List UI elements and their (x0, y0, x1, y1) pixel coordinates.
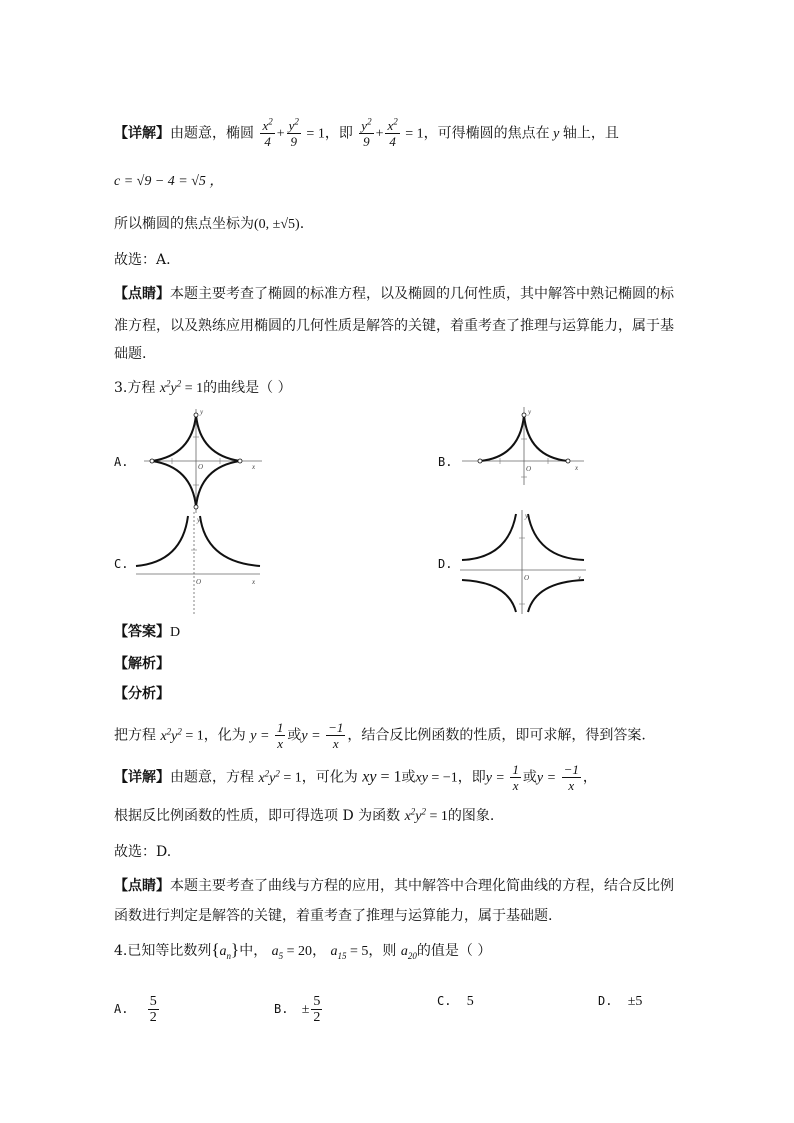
text: 或 (522, 769, 537, 786)
option-d-label: D. (438, 557, 453, 571)
svg-text:x: x (575, 464, 579, 472)
fraction: $\frac{5}{2}$ (313, 994, 321, 1025)
fraction: $\frac{1}{x}$ (276, 720, 284, 751)
q3-conclusion: 根据反比例函数的性质，即可得选项 D 为函数 $x^2y^2 = 1$的图象. (114, 806, 495, 824)
q3-stem: 3.方程 $x^2y^2 = 1$的曲线是（ ） (114, 378, 292, 396)
q2-c-value: c = √9 − 4 = √5 ， (114, 174, 224, 189)
q3-point-1 (114, 876, 674, 896)
q3-detail: 【详解】由题意，方程 $x^2y^2 = 1$，可化为 xy = 1或xy = −1，即y = $\frac{1}{x}$ 或y = $\frac{-1}{x}$ ， (114, 762, 597, 793)
svg-text:y: y (525, 512, 529, 520)
svg-text:O: O (524, 574, 530, 582)
svg-text:x: x (578, 574, 582, 582)
text: ，结合反比例函数的性质，即可求解，得到答案. (347, 727, 646, 744)
text: 把方程 (114, 727, 156, 744)
graph-c (134, 510, 264, 615)
detail-label: 【详解】 (114, 125, 170, 142)
q2-detail-line: 【详解】由题意，椭圆 $\frac{x^2}{4}$ + $\frac{y^2}{9}$ = 1，即 $\frac{y^2}{9}$ + $\frac{x^2}{4}$ = 1，可得椭圆的焦点在 y 轴上，且 (114, 116, 619, 149)
q3-answer (114, 622, 180, 643)
q3-point-2: 函数进行判定是解答的关键，着重考查了推理与运算能力，属于基础题. (114, 908, 553, 924)
svg-text:y: y (200, 408, 204, 416)
text: 的图象. (447, 808, 495, 824)
fraction: $\frac{y^2}{9}$ (288, 116, 299, 149)
option-value: 5 (466, 994, 474, 1009)
q2-focus-line: 所以椭圆的焦点坐标为(0, ±√5). (114, 216, 305, 232)
q2-choice: 故选：A. (114, 252, 171, 268)
q4-option-c (437, 994, 474, 1010)
text: 或 (287, 727, 302, 744)
option-label: B. (274, 1002, 289, 1016)
text: 所以椭圆的焦点坐标为 (114, 216, 254, 232)
text: 中， (239, 943, 268, 959)
answer-label: 【答案】 (114, 624, 170, 640)
text: ，可化为 (301, 769, 358, 786)
detail-label: 【详解】 (114, 769, 170, 786)
svg-text:O: O (526, 465, 532, 473)
point-label: 【点睛】 (114, 878, 170, 894)
point-label: 【点睛】 (114, 286, 170, 302)
svg-text:y: y (528, 408, 532, 416)
text: 4.已知等比数列 (114, 943, 212, 959)
text: 的曲线是（ ） (203, 380, 292, 396)
fraction: $\frac{y^2}{9}$ (361, 116, 372, 149)
option-c-label: C. (114, 557, 129, 571)
text: ，则 (368, 943, 397, 959)
option-a-label: A. (114, 455, 129, 469)
text: ，化为 (203, 727, 246, 744)
option-b-label: B. (438, 455, 453, 469)
graph-d (458, 508, 588, 616)
fraction: $\frac{5}{2}$ (149, 994, 157, 1025)
q2-point-3: 础题. (114, 346, 147, 362)
text: 3.方程 (114, 380, 156, 396)
svg-text:O: O (196, 578, 202, 586)
fenxi-heading: 【分析】 (114, 686, 170, 702)
svg-text:x: x (252, 463, 256, 471)
math: (0, ±√5) (254, 217, 300, 232)
fraction: $\frac{x^2}{4}$ (387, 116, 398, 149)
q2-point-1 (114, 284, 674, 304)
text: 根据反比例函数的性质，即可得选项 D 为函数 (114, 808, 401, 824)
text: 或 (401, 769, 416, 786)
text: 本题主要考查了曲线与方程的应用，其中解答中合理化简曲线的方程，结合反比例 (170, 878, 674, 894)
text: 由题意，方程 (170, 769, 254, 786)
q4-stem: 4.已知等比数列$\{a_n\}$中， $a_5 = 20$， $a_{15} = 5$，则 $a_{20}$的值是（ ） (114, 940, 492, 961)
text: 的值是（ ） (416, 943, 492, 959)
graph-a (136, 405, 266, 515)
option-value: ±5 (627, 994, 643, 1009)
fraction: $\frac{-1}{x}$ (563, 762, 579, 793)
option-label: D. (598, 994, 613, 1008)
graph-b (458, 405, 588, 485)
text: ， (582, 769, 597, 786)
text: 由题意，椭圆 (170, 125, 254, 142)
option-label: A. (114, 1002, 129, 1016)
svg-text:O: O (198, 463, 204, 471)
fraction: $\frac{-1}{x}$ (328, 720, 344, 751)
fraction: $\frac{x^2}{4}$ (262, 116, 273, 149)
answer-value: D (170, 625, 181, 640)
q3-analysis: 把方程 $x^2y^2 = 1$，化为 y = $\frac{1}{x}$ 或y = $\frac{-1}{x}$ ，结合反比例函数的性质，即可求解，得到答案. (114, 720, 646, 751)
q4-option-a (114, 994, 161, 1025)
analysis-heading: 【解析】 (114, 656, 170, 672)
text: 本题主要考查了椭圆的标准方程，以及椭圆的几何性质，其中解答中熟记椭圆的标 (170, 286, 674, 302)
q3-choice: 故选：D. (114, 844, 172, 860)
text: 轴上，且 (562, 125, 619, 142)
option-label: C. (437, 994, 452, 1008)
fraction: $\frac{1}{x}$ (512, 762, 519, 793)
q2-point-2: 准方程，以及熟练应用椭圆的几何性质是解答的关键，着重考查了推理与运算能力，属于基 (114, 318, 674, 334)
text: ，即 (457, 769, 486, 786)
text: ，可得椭圆的焦点在 (423, 125, 550, 142)
q4-option-b: B. ± $\frac{5}{2}$ (274, 994, 321, 1025)
text: ，即 (324, 125, 353, 142)
text: ， (312, 943, 327, 959)
svg-text:x: x (252, 578, 256, 586)
q4-option-d (598, 994, 642, 1010)
svg-text:y: y (197, 516, 201, 524)
